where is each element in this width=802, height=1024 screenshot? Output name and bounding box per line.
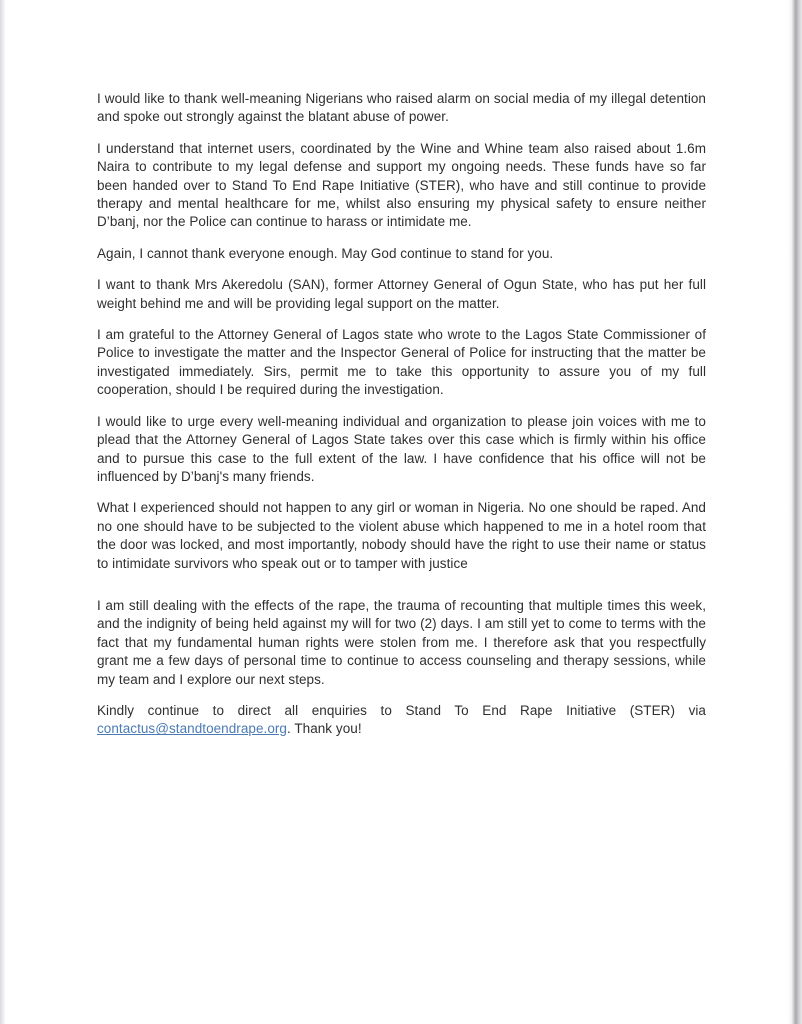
closing-paragraph xyxy=(97,702,706,739)
closing-text-before-link: Kindly continue to direct all enquiries to Stand To End Rape Initiative (STER) via xyxy=(97,702,706,718)
paragraph-attorney-general: I am grateful to the Attorney General of Lagos state who wrote to the Lagos State Commissioner of Police to investigate the matter and the Inspector General of Police for instructing that the matter be investigated immediately. Sirs, permit me to take this opportunity to assure you of my full cooperation, should I be required during the investigation. xyxy=(97,327,706,398)
paragraph-still-dealing: I am still dealing with the effects of the rape, the trauma of recounting that multiple times this week, and the indignity of being held against my will for two (2) days. I am still yet to come to terms with the fact that my fundamental human rights were stolen from me. I therefore ask that you respectfully grant me a few days of personal time to continue to access counseling and therapy sessions, while my team and I explore our next steps. xyxy=(97,597,706,687)
paragraph-thanks-nigerians: I would like to thank well-meaning Nigerians who raised alarm on social media of my illegal detention and spoke out strongly against the blatant abuse of power. xyxy=(97,91,706,125)
page-right-edge-shadow xyxy=(788,0,802,1024)
closing-text-after-link: . Thank you! xyxy=(286,721,362,737)
paragraph-what-i-experienced: What I experienced should not happen to any girl or woman in Nigeria. No one should be raped. And no one should have to be subjected to the violent abuse which happened to me in a hotel room that the door was locked, and most importantly, nobody should have the right to use their name or status to intimidate survivors who speak out or to tamper with justice xyxy=(97,500,706,571)
paragraph-fundraising-ster: I understand that internet users, coordinated by the Wine and Whine team also raised about 1.6m Naira to contribute to my legal defense and support my ongoing needs. These funds have so far been handed over to Stand To End Rape Initiative (STER), who have and still continue to provide therapy and mental healthcare for me, whilst also ensuring my physical safety to ensure neither D’banj, nor the Police can continue to harass or intimidate me. xyxy=(97,140,706,230)
paragraph-akeredolu: I want to thank Mrs Akeredolu (SAN), former Attorney General of Ogun State, who has put her full weight behind me and will be providing legal support on the matter. xyxy=(97,277,706,311)
page-left-edge-shadow xyxy=(0,0,6,1024)
paragraph-urge-plead: I would like to urge every well-meaning individual and organization to please join voices with me to plead that the Attorney General of Lagos State takes over this case which is firmly within his office and to pursue this case to the full extent of the law. I have confidence that his office will not be influenced by D’banj's many friends. xyxy=(97,413,706,484)
paragraph-gratitude: Again, I cannot thank everyone enough. May God continue to stand for you. xyxy=(97,245,554,261)
letter-body xyxy=(97,90,706,752)
email-link[interactable]: contactus@standtoendrape.org xyxy=(97,721,287,737)
